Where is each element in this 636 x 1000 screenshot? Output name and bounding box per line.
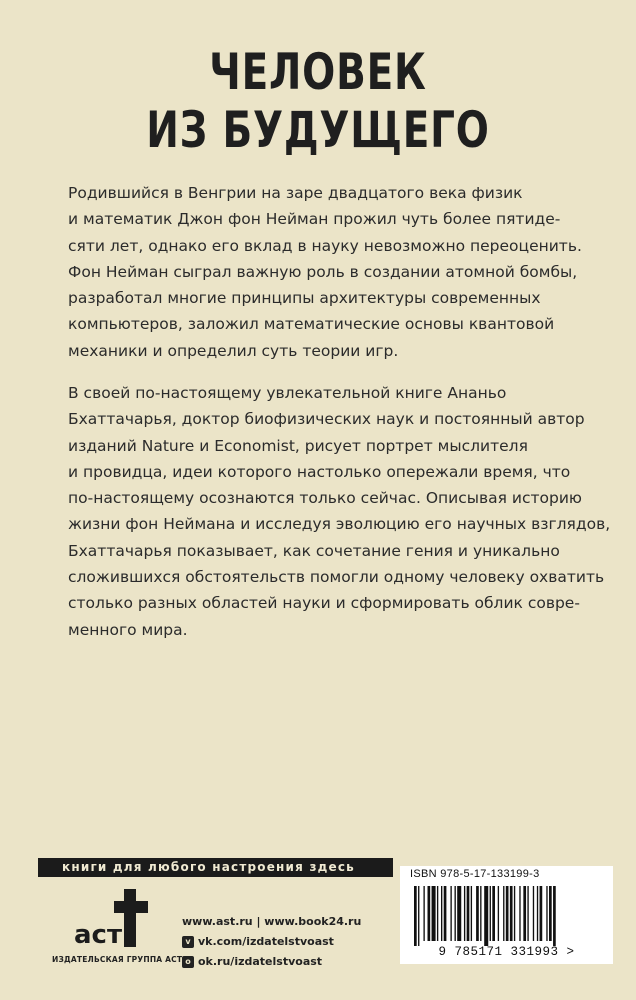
vk-icon: v xyxy=(182,936,194,948)
barcode-digits: 9 785171 331993 > xyxy=(438,945,575,959)
barcode-bar xyxy=(428,886,431,941)
text-line: сложившихся обстоятельств помогли одному человеку охватить xyxy=(68,568,605,587)
isbn-number: ISBN 978-5-17-133199-3 xyxy=(410,868,540,880)
barcode-bar xyxy=(540,886,543,941)
text-line: Родившийся в Венгрии на заре двадцатого века физик xyxy=(68,184,523,202)
barcode-bar xyxy=(437,886,438,941)
barcode-bar xyxy=(533,886,534,941)
ok-link-text: ok.ru/izdatelstvoast xyxy=(198,955,323,968)
barcode-bar xyxy=(450,886,451,941)
text-line: сяти лет, однако его вклад в науку невозможно переоценить. xyxy=(68,236,582,255)
barcode-bar xyxy=(476,886,479,941)
barcode-bar xyxy=(414,886,417,946)
publisher-links xyxy=(182,912,361,972)
barcode-bar xyxy=(484,886,488,946)
barcode-bar xyxy=(498,886,499,941)
vk-link[interactable] xyxy=(182,932,361,952)
text-line: менного мира. xyxy=(68,620,188,639)
barcode-bar xyxy=(553,886,556,946)
barcode-bar xyxy=(523,886,526,941)
text-line: Бхаттачарья показывает, как сочетание гения и уникально xyxy=(68,541,560,560)
barcode-bar xyxy=(510,886,513,941)
ast-logo-icon xyxy=(66,885,166,965)
vk-link-text: vk.com/izdatelstvoast xyxy=(198,935,334,948)
book-title-line-1: ЧЕЛОВЕК xyxy=(209,43,427,101)
text-line: механики и определил суть теории игр. xyxy=(68,341,399,360)
website-links[interactable]: www.ast.ru | www.book24.ru xyxy=(182,915,362,928)
barcode-bar xyxy=(467,886,470,941)
barcode-bar xyxy=(457,886,461,941)
description-paragraph-2 xyxy=(68,380,611,643)
text-line: В своей по-настоящему увлекательной книге Ананьо xyxy=(68,384,507,402)
barcode-bar xyxy=(441,886,442,941)
ok-icon: o xyxy=(182,956,194,968)
text-line: и провидца, идеи которого настолько опережали время, что xyxy=(68,462,571,481)
barcode-bar xyxy=(455,886,456,941)
text-line: Бхаттачарья, доктор биофизических наук и постоянный автор xyxy=(68,410,585,429)
barcode-bar xyxy=(464,886,465,941)
text-line: жизни фон Неймана и исследуя эволюцию его научных взглядов, xyxy=(68,515,611,534)
slogan-banner: книги для любого настроения здесь xyxy=(38,858,393,877)
ok-link[interactable] xyxy=(182,952,361,972)
barcode-bar xyxy=(503,886,504,941)
barcode-bar xyxy=(506,886,509,941)
barcode-panel xyxy=(400,866,613,964)
barcode-bar xyxy=(514,886,515,941)
text-line: по-настоящему осознаются только сейчас. Описывая историю xyxy=(68,489,582,508)
barcode-icon xyxy=(408,886,605,946)
barcode-bar xyxy=(432,886,436,941)
publisher-caption: ИЗДАТЕЛЬСКАЯ ГРУППА АСТ xyxy=(52,955,183,964)
barcode-bar xyxy=(527,886,528,941)
barcode-bar xyxy=(537,886,538,941)
text-line: компьютеров, заложил математические основы квантовой xyxy=(68,315,555,334)
book-title-line-2: ИЗ БУДУЩЕГО xyxy=(146,101,490,159)
text-line: столько разных областей науки и сформировать облик совре- xyxy=(68,594,580,613)
barcode-bar xyxy=(549,886,552,941)
text-line: и математик Джон фон Нейман прожил чуть более пятиде- xyxy=(68,210,561,229)
text-line: разработал многие принципы архитектуры современных xyxy=(68,289,541,308)
barcode-bar xyxy=(423,886,424,941)
barcode-bar xyxy=(444,886,447,941)
barcode-bar xyxy=(492,886,495,941)
barcode-bar xyxy=(490,886,491,941)
description-paragraph-1 xyxy=(68,180,582,364)
barcode-bar xyxy=(519,886,520,941)
barcode-bar xyxy=(546,886,547,941)
barcode-bar xyxy=(418,886,419,946)
text-line: Фон Нейман сыграл важную роль в создании атомной бомбы, xyxy=(68,262,578,281)
barcode-bar xyxy=(480,886,481,941)
text-line: изданий Nature и Economist, рисует портрет мыслителя xyxy=(68,436,528,455)
barcode-bar xyxy=(471,886,472,941)
logo-text: аст xyxy=(74,920,123,950)
